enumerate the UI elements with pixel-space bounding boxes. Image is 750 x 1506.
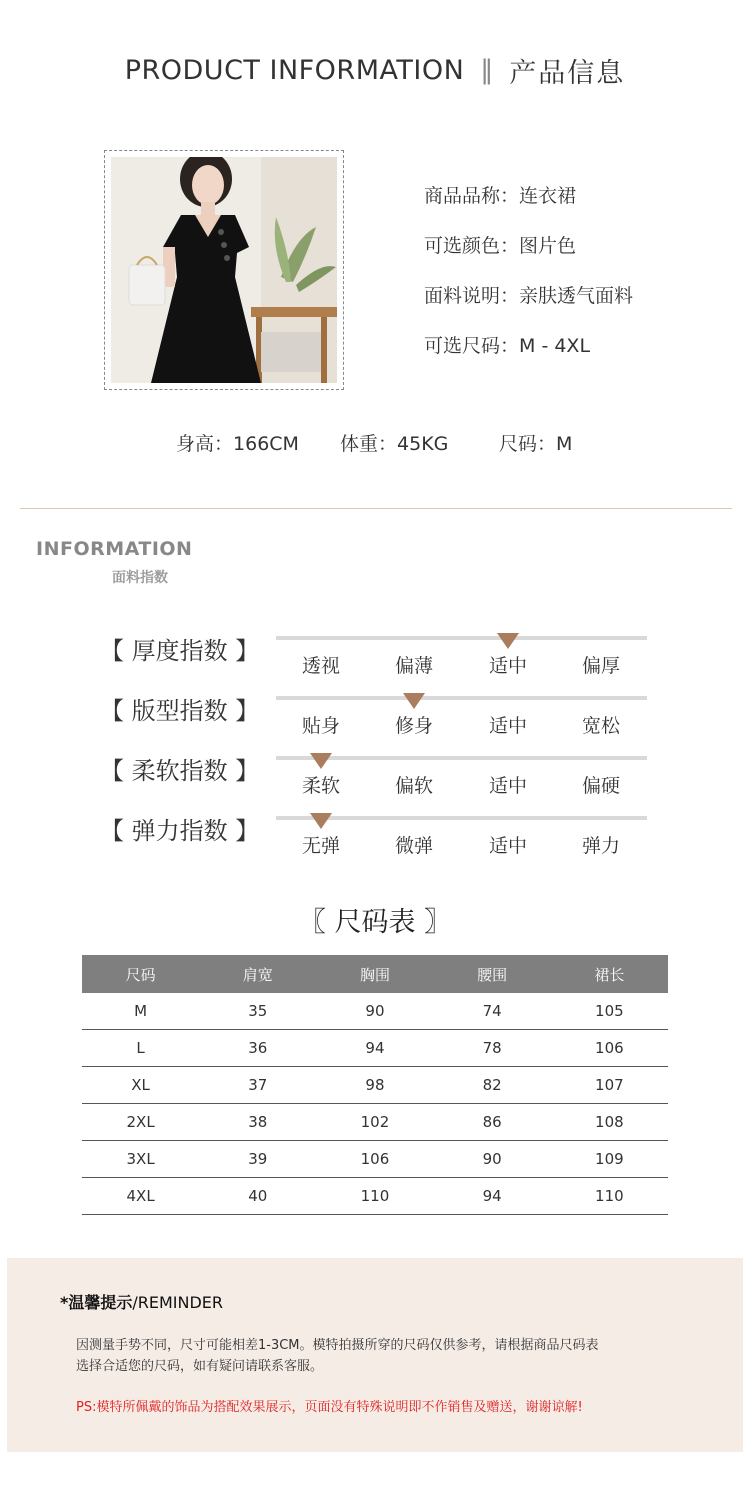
size-table-cell: 86: [434, 1104, 551, 1141]
size-table-cell: 82: [434, 1067, 551, 1104]
size-table-cell: 38: [199, 1104, 316, 1141]
fabric-index-option: 适中: [488, 715, 527, 737]
fabric-index-option: 宽松: [581, 715, 620, 737]
size-table-cell: 106: [551, 1030, 668, 1067]
size-table-header: 尺码: [82, 955, 199, 993]
model-weight: [340, 430, 448, 458]
fabric-section-title-en: INFORMATION: [36, 538, 193, 560]
fabric-index-bar: [276, 696, 647, 700]
size-table-row: [82, 1067, 668, 1104]
product-fabric-line: [424, 282, 633, 310]
size-table-cell: 110: [551, 1178, 668, 1215]
reminder-title-cn: *温馨提示: [60, 1293, 133, 1312]
size-table-cell: 107: [551, 1067, 668, 1104]
product-color-line: [424, 232, 576, 260]
size-table-cell: 90: [434, 1141, 551, 1178]
product-name-label: 商品品称：: [424, 185, 520, 207]
size-table-cell: 36: [199, 1030, 316, 1067]
size-table-cell: L: [82, 1030, 199, 1067]
fabric-index-marker-icon: [310, 813, 332, 829]
fabric-index-marker-icon: [403, 693, 425, 709]
fabric-index-label: 【 弹力指数 】: [100, 817, 260, 845]
model-height-label: 身高：: [176, 433, 234, 455]
product-size-label: 可选尺码：: [424, 335, 520, 357]
reminder-title: [60, 1290, 223, 1313]
fabric-index-option: 适中: [488, 655, 527, 677]
size-table-cell: 74: [434, 993, 551, 1030]
model-weight-value: 45KG: [397, 433, 449, 455]
fabric-index-option: 贴身: [301, 715, 340, 737]
size-table-cell: 102: [316, 1104, 433, 1141]
size-table-cell: 4XL: [82, 1178, 199, 1215]
section-divider: [20, 508, 732, 509]
fabric-index-bar: [276, 636, 647, 640]
model-height: [176, 430, 299, 458]
size-table-row: [82, 1030, 668, 1067]
product-name-value: 连衣裙: [519, 185, 577, 207]
size-table-cell: 105: [551, 993, 668, 1030]
product-color-value: 图片色: [519, 235, 577, 257]
model-size-label: 尺码：: [499, 433, 557, 455]
fabric-index-option: 透视: [301, 655, 340, 677]
product-color-label: 可选颜色：: [424, 235, 520, 257]
size-table-cell: 3XL: [82, 1141, 199, 1178]
size-table-row: [82, 993, 668, 1030]
size-table-cell: M: [82, 993, 199, 1030]
fabric-index-option: 偏厚: [581, 655, 620, 677]
size-table-cell: 37: [199, 1067, 316, 1104]
size-table-header-row: [82, 955, 668, 993]
size-table-row: [82, 1104, 668, 1141]
product-name-line: [424, 182, 576, 210]
fabric-index-label: 【 版型指数 】: [100, 697, 260, 725]
size-table-cell: 78: [434, 1030, 551, 1067]
size-table-cell: 35: [199, 993, 316, 1030]
fabric-section-title-cn: 面料指数: [112, 570, 168, 586]
size-table-row: [82, 1178, 668, 1215]
model-height-value: 166CM: [233, 433, 299, 455]
fabric-index-option: 无弹: [301, 835, 340, 857]
fabric-index-marker-icon: [497, 633, 519, 649]
product-fabric-value: 亲肤透气面料: [519, 285, 634, 307]
size-table-cell: 40: [199, 1178, 316, 1215]
fabric-index-label: 【 厚度指数 】: [100, 637, 260, 665]
size-table-cell: 110: [316, 1178, 433, 1215]
reminder-ps: PS:模特所佩戴的饰品为搭配效果展示，页面没有特殊说明即不作销售及赠送，谢谢谅解!: [76, 1400, 583, 1415]
size-table-cell: 94: [434, 1178, 551, 1215]
dress-photo-icon: [111, 157, 337, 383]
fabric-index-label: 【 柔软指数 】: [100, 757, 260, 785]
model-size: [499, 430, 572, 458]
size-table-cell: 98: [316, 1067, 433, 1104]
fabric-index-option: 偏薄: [394, 655, 433, 677]
header-separator: ‖: [480, 55, 494, 85]
fabric-index-option: 偏硬: [581, 775, 620, 797]
fabric-index-option: 偏软: [394, 775, 433, 797]
fabric-index-option: 弹力: [581, 835, 620, 857]
product-fabric-label: 面料说明：: [424, 285, 520, 307]
size-table-cell: 2XL: [82, 1104, 199, 1141]
fabric-index-option: 修身: [394, 715, 433, 737]
size-table-header: 腰围: [434, 955, 551, 993]
model-weight-label: 体重：: [340, 433, 398, 455]
reminder-line-2: 选择合适您的尺码，如有疑问请联系客服。: [76, 1359, 324, 1374]
size-table-title: 〖 尺码表 〗: [298, 907, 452, 938]
size-table-cell: 90: [316, 993, 433, 1030]
dress-photo-illustration: [111, 157, 337, 383]
fabric-index-option: 微弹: [394, 835, 433, 857]
reminder-line-1: 因测量手势不同，尺寸可能相差1-3CM。模特拍摄所穿的尺码仅供参考，请根据商品尺码表: [76, 1338, 599, 1353]
size-table-row: [82, 1141, 668, 1178]
size-table-header: 肩宽: [199, 955, 316, 993]
size-table-header: 胸围: [316, 955, 433, 993]
size-table-cell: 108: [551, 1104, 668, 1141]
model-size-value: M: [556, 433, 573, 455]
size-table-header: 裙长: [551, 955, 668, 993]
product-size-value: M - 4XL: [519, 335, 591, 357]
size-table-cell: 94: [316, 1030, 433, 1067]
fabric-index-option: 适中: [488, 835, 527, 857]
size-table-cell: 109: [551, 1141, 668, 1178]
size-table-cell: 106: [316, 1141, 433, 1178]
reminder-title-en: /REMINDER: [132, 1293, 224, 1312]
fabric-index-marker-icon: [310, 753, 332, 769]
header-title-en: PRODUCT INFORMATION: [124, 54, 465, 86]
size-table-cell: XL: [82, 1067, 199, 1104]
size-table: [82, 955, 668, 1215]
product-size-line: [424, 332, 590, 360]
fabric-index-option: 适中: [488, 775, 527, 797]
page-header: [0, 50, 750, 90]
size-table-cell: 39: [199, 1141, 316, 1178]
fabric-index-option: 柔软: [301, 775, 340, 797]
header-title-cn: 产品信息: [509, 57, 626, 89]
